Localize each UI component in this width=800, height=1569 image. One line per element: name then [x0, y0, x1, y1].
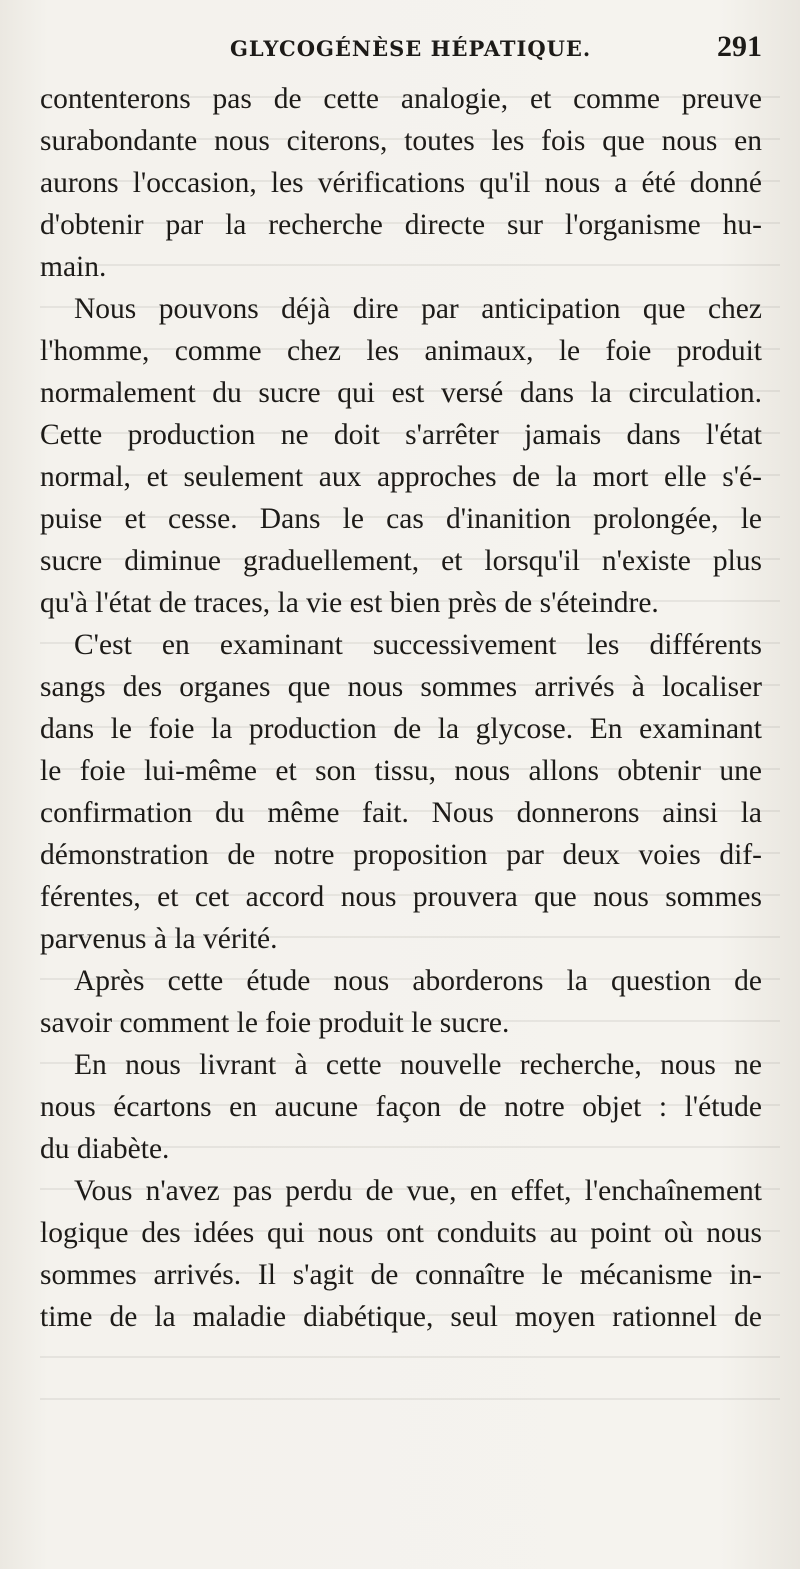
text-line: confirmation du même fait. Nous donnerons ainsi la	[40, 797, 762, 829]
text-line: l'homme, comme chez les animaux, le foie produit	[40, 335, 762, 367]
text-line: Après cette étude nous aborderons la question de	[74, 965, 762, 997]
text-line: d'obtenir par la recherche directe sur l'organisme hu-	[40, 209, 762, 241]
text-line: démonstration de notre proposition par deux voies dif-	[40, 839, 762, 871]
text-line: qu'à l'état de traces, la vie est bien près de s'éteindre.	[40, 587, 659, 619]
text-line: Nous pouvons déjà dire par anticipation que chez	[74, 293, 762, 325]
running-title: GLYCOGÉNÈSE HÉPATIQUE.	[230, 36, 592, 61]
text-line: normalement du sucre qui est versé dans la circulation.	[40, 377, 762, 409]
text-line: time de la maladie diabétique, seul moyen rationnel de	[40, 1301, 762, 1333]
text-line: le foie lui-même et son tissu, nous allons obtenir une	[40, 755, 762, 787]
text-line: puise et cesse. Dans le cas d'inanition prolongée, le	[40, 503, 762, 535]
text-line: aurons l'occasion, les vérifications qu'il nous a été donné	[40, 167, 762, 199]
text-line: parvenus à la vérité.	[40, 923, 278, 955]
body-text	[40, 78, 762, 1338]
text-line: En nous livrant à cette nouvelle recherche, nous ne	[74, 1049, 762, 1081]
text-line: dans le foie la production de la glycose. En examinant	[40, 713, 762, 745]
text-line: C'est en examinant successivement les différents	[74, 629, 762, 661]
text-line: main.	[40, 251, 107, 283]
text-line: logique des idées qui nous ont conduits au point où nous	[40, 1217, 762, 1249]
text-line: normal, et seulement aux approches de la mort elle s'é-	[40, 461, 762, 493]
text-line: sucre diminue graduellement, et lorsqu'il n'existe plus	[40, 545, 762, 577]
text-line: surabondante nous citerons, toutes les fois que nous en	[40, 125, 762, 157]
text-line: savoir comment le foie produit le sucre.	[40, 1007, 510, 1039]
text-line: sommes arrivés. Il s'agit de connaître le mécanisme in-	[40, 1259, 762, 1291]
bottom-margin	[0, 1400, 800, 1569]
text-line: sangs des organes que nous sommes arrivés à localiser	[40, 671, 762, 703]
text-line: Vous n'avez pas perdu de vue, en effet, l'enchaînement	[74, 1175, 762, 1207]
page-number: 291	[717, 30, 762, 63]
text-line: nous écartons en aucune façon de notre objet : l'étude	[40, 1091, 762, 1123]
text-line: contenterons pas de cette analogie, et comme preuve	[40, 83, 762, 115]
running-head	[40, 30, 762, 70]
text-line: du diabète.	[40, 1133, 170, 1165]
text-line: férentes, et cet accord nous prouvera que nous sommes	[40, 881, 762, 913]
text-line: Cette production ne doit s'arrêter jamais dans l'état	[40, 419, 762, 451]
